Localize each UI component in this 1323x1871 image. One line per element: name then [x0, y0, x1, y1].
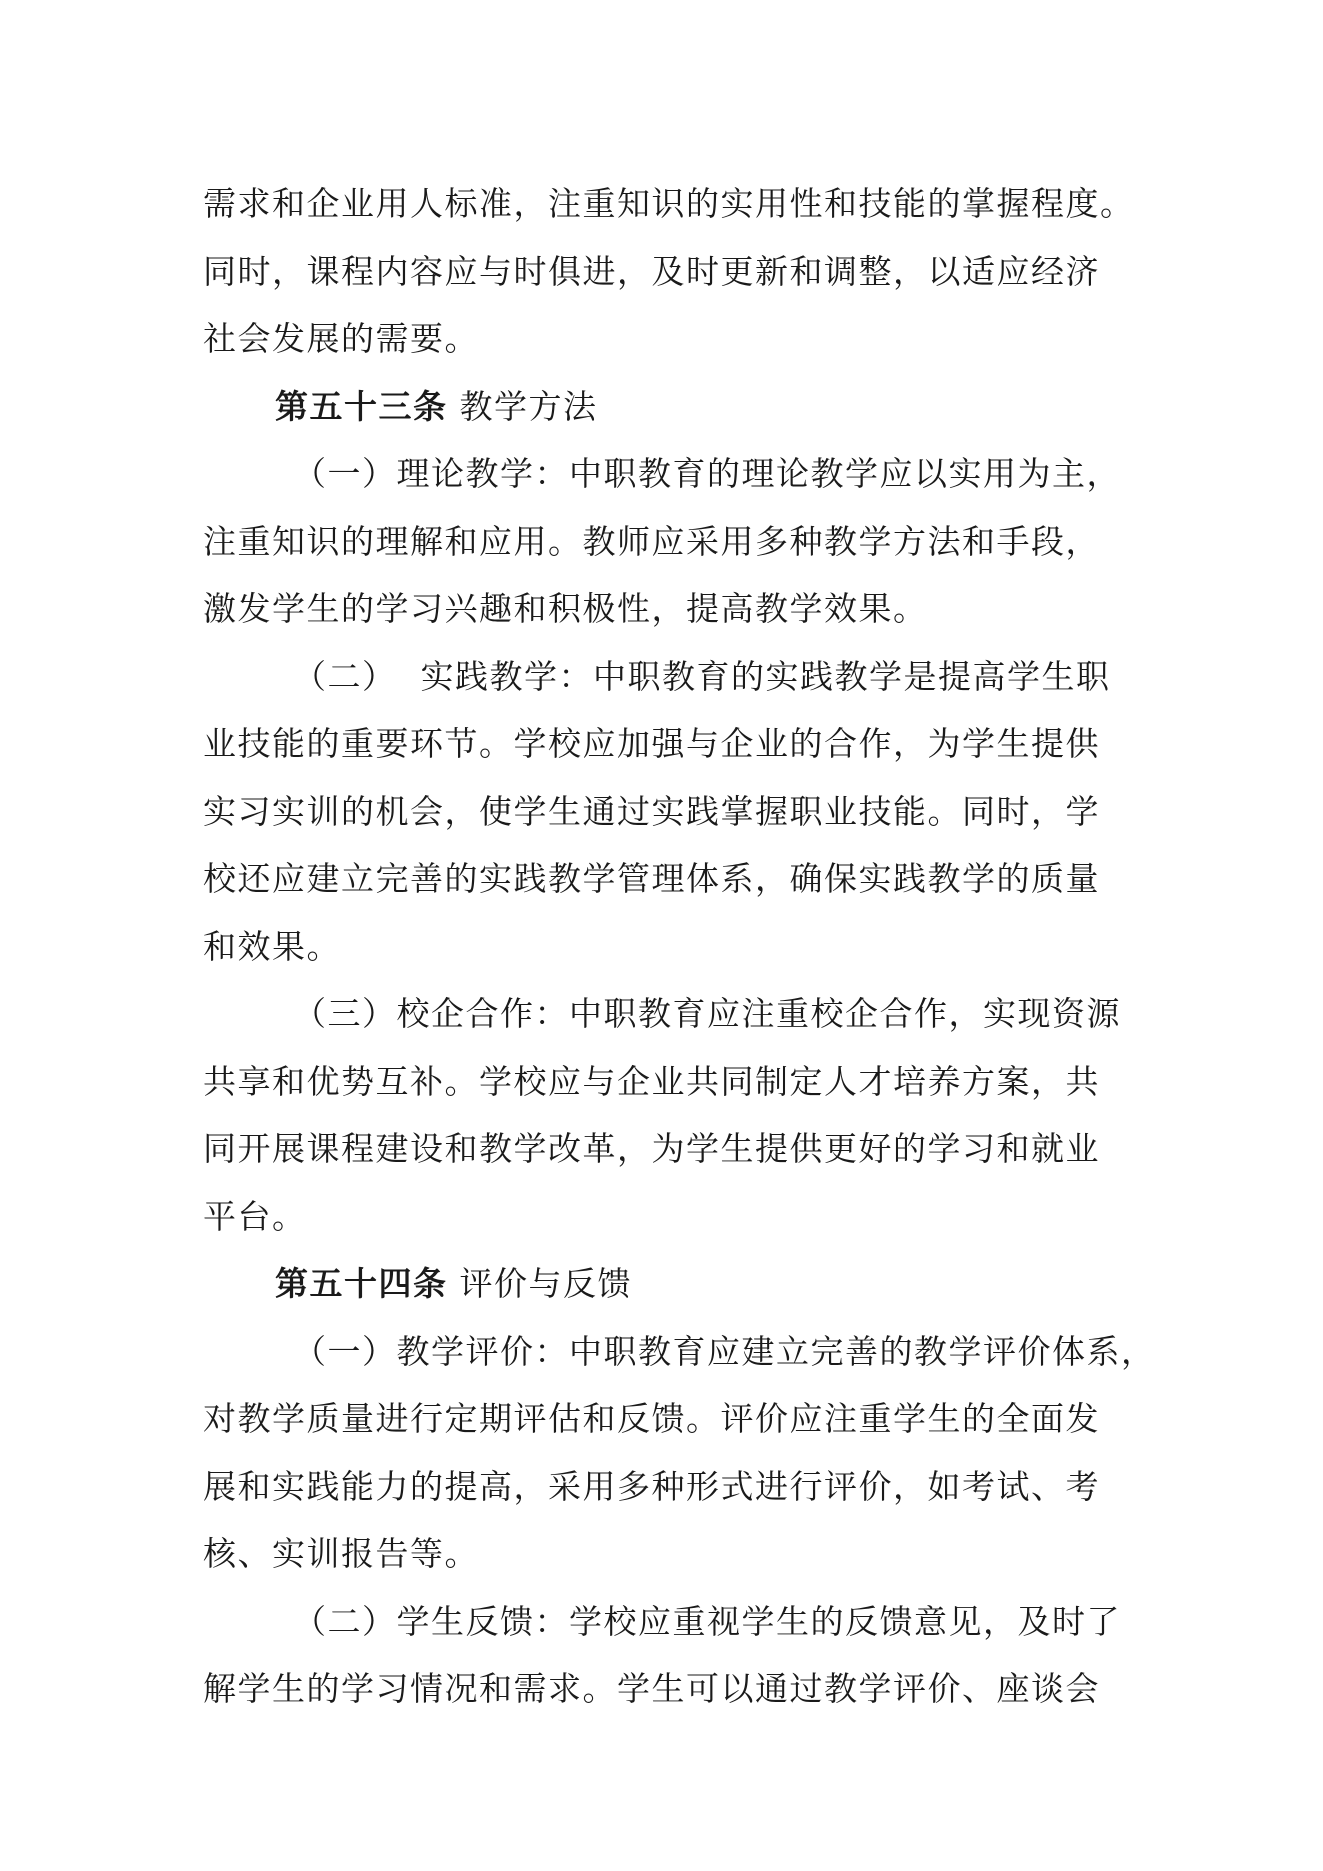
article-54-heading: [203, 1250, 1133, 1318]
text-line: 核、实训报告等。: [203, 1534, 479, 1573]
text-line: 同时，课程内容应与时俱进，及时更新和调整，以适应经济: [203, 251, 1100, 291]
text-line: 注重知识的理解和应用。教师应采用多种教学方法和手段，: [203, 521, 1100, 561]
article-53-number: 第五十三条: [275, 386, 448, 426]
text-line: 实习实训的机会，使学生通过实践掌握职业技能。同时，学: [203, 791, 1100, 831]
text-line: 展和实践能力的提高，采用多种形式进行评价，如考试、考: [203, 1466, 1100, 1506]
article-53-title: 教学方法: [459, 386, 598, 426]
text-line: （一）理论教学：中职教育的理论教学应以实用为主，: [293, 454, 1121, 493]
text-line: 和效果。: [203, 926, 341, 966]
text-line: 平台。: [203, 1196, 307, 1236]
text-line: 同开展课程建设和教学改革，为学生提供更好的学习和就业: [203, 1129, 1100, 1168]
text-line: （二）学生反馈：学校应重视学生的反馈意见，及时了: [293, 1601, 1121, 1641]
article-54-number: 第五十四条: [275, 1264, 448, 1303]
text-line: 对教学质量进行定期评估和反馈。评价应注重学生的全面发: [203, 1399, 1100, 1438]
text-line: 激发学生的学习兴趣和积极性，提高教学效果。: [203, 589, 928, 628]
article-54-title: 评价与反馈: [459, 1264, 632, 1303]
text-line: 需求和企业用人标准，注重知识的实用性和技能的掌握程度。: [203, 184, 1135, 223]
article-53-heading: [203, 373, 1133, 441]
text-line: 社会发展的需要。: [203, 319, 479, 358]
document-body: [203, 170, 1156, 1723]
text-line: 校还应建立完善的实践教学管理体系，确保实践教学的质量: [203, 859, 1100, 898]
text-line: 业技能的重要环节。学校应加强与企业的合作，为学生提供: [203, 724, 1100, 763]
text-line: 共享和优势互补。学校应与企业共同制定人才培养方案，共: [203, 1061, 1100, 1101]
text-line: （三）校企合作：中职教育应注重校企合作，实现资源: [293, 994, 1121, 1033]
text-line: （一）教学评价：中职教育应建立完善的教学评价体系，: [293, 1331, 1156, 1371]
text-line: 解学生的学习情况和需求。学生可以通过教学评价、座谈会: [203, 1669, 1100, 1708]
text-line: （二） 实践教学：中职教育的实践教学是提高学生职: [293, 656, 1111, 696]
